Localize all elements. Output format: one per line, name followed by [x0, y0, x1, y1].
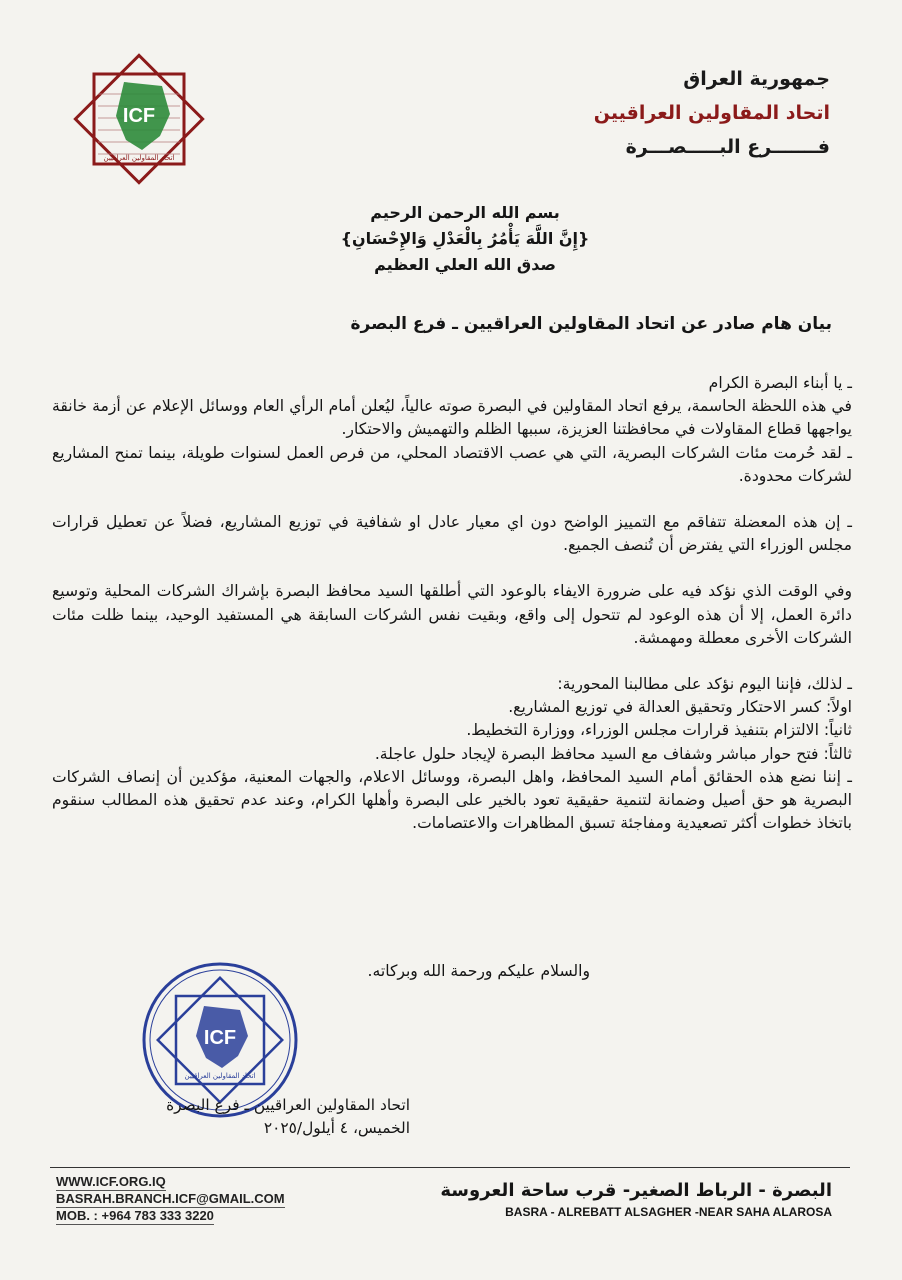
basmala-block — [340, 200, 590, 278]
branch-name: فـــــــرع البـــــصـــرة — [625, 136, 830, 158]
address-arabic: البصرة - الرباط الصغير- قرب ساحة العروسة — [440, 1180, 832, 1201]
stamp-logo-text: ICF — [203, 1027, 237, 1049]
logo-text: ICF — [122, 105, 156, 127]
basmala-line: بسم الله الرحمن الرحيم — [370, 203, 560, 222]
email-link[interactable]: BASRAH.BRANCH.ICF@GMAIL.COM — [56, 1191, 285, 1206]
phone-number: MOB. : +964 783 333 3220 — [56, 1208, 214, 1223]
paragraph: ـ لذلك، فإننا اليوم نؤكد على مطالبنا المحورية: — [557, 675, 852, 694]
demand-item: ثالثاً: فتح حوار مباشر وشفاف مع السيد محافظ البصرة لإيجاد حلول عاجلة. — [374, 744, 852, 763]
footer-address — [440, 1180, 832, 1219]
paragraph: وفي الوقت الذي نؤكد فيه على ضرورة الايفاء بالوعود التي أطلقها السيد محافظ البصرة بإشراك الشركات المحلية وتوسيع دائرة العمل، إلا أن هذه الوعود لم تتحول إلى واقع، وبقيت نفس الشركات السابقة هي المستفيد الوحيد، بينما ظلت مئات الشركات الأخرى معطلة ومهمشة. — [52, 582, 852, 647]
statement-date: الخميس، ٤ أيلول/٢٠٢٥ — [263, 1119, 410, 1137]
paragraph: ـ لقد حُرمت مئات الشركات البصرية، التي هي عصب الاقتصاد المحلي، من فرص العمل لسنوات طويلة، بينما تمنح المشاريع لشركات محدودة. — [52, 443, 852, 485]
closing-greeting: والسلام عليكم ورحمة الله وبركاته. — [367, 962, 590, 980]
demand-item: اولاً: كسر الاحتكار وتحقيق العدالة في توزيع المشاريع. — [508, 698, 852, 717]
organization-name: اتحاد المقاولين العراقيين — [593, 102, 830, 124]
statement-title: بيان هام صادر عن اتحاد المقاولين العراقيين ـ فرع البصرة — [350, 314, 832, 334]
footer-contacts — [56, 1174, 285, 1225]
paragraph: ـ يا أبناء البصرة الكرام — [708, 374, 852, 392]
signature-block — [80, 1094, 410, 1140]
country-name: جمهورية العراق — [683, 68, 830, 90]
demand-item: ثانياً: الالتزام بتنفيذ قرارات مجلس الوزراء، ووزارة التخطيط. — [466, 721, 852, 740]
paragraph: في هذه اللحظة الحاسمة، يرفع اتحاد المقاولين في البصرة صوته عالياً، ليُعلن أمام الرأي العام ووسائل الإعلام عن أزمة خانقة يواجهها قطاع المقاولات في محافظتنا العزيزة، سببها الظلم والتهميش والاحتكار. — [52, 397, 852, 439]
stamp-caption: اتحاد المقاولين العراقيين — [184, 1072, 256, 1080]
logo-caption: اتحاد المقاولين العراقيين — [103, 154, 175, 162]
footer-divider — [50, 1167, 850, 1168]
paragraph: ـ إننا نضع هذه الحقائق أمام السيد المحافظ، واهل البصرة، ووسائل الاعلام، والجهات المعنية، مؤكدين أن إنصاف الشركات البصرية هو حق أصيل وضمانة لتنمية حقيقية تعود بالخير على البصرة وأهلها الكرام، وعند عدم تحقيق هذه المطالب سنقوم باتخاذ خطوات أكثر تصعيدية ومفاجئة تسبق المظاهرات والاعتصامات. — [52, 767, 852, 833]
signatory-org: اتحاد المقاولين العراقيين ـ فرع البصرة — [166, 1096, 410, 1114]
address-english: BASRA - ALREBATT ALSAGHER -NEAR SAHA ALAROSA — [505, 1205, 832, 1219]
letterhead — [594, 62, 830, 164]
website-link[interactable]: WWW.ICF.ORG.IQ — [56, 1174, 166, 1189]
quran-verse: {إِنَّ اللَّهَ يَأْمُرُ بِالْعَدْلِ وَالإِحْسَانِ} — [340, 229, 590, 248]
paragraph: ـ إن هذه المعضلة تتفاقم مع التمييز الواضح دون اي معيار عادل او شفافية في توزيع المشاريع، فضلاً عن تعطيل قرارات مجلس الوزراء التي يفترض أن تُنصف الجميع. — [52, 513, 852, 555]
statement-body — [52, 372, 852, 835]
basmala-closing: صدق الله العلي العظيم — [374, 255, 556, 274]
icf-logo — [64, 44, 214, 194]
